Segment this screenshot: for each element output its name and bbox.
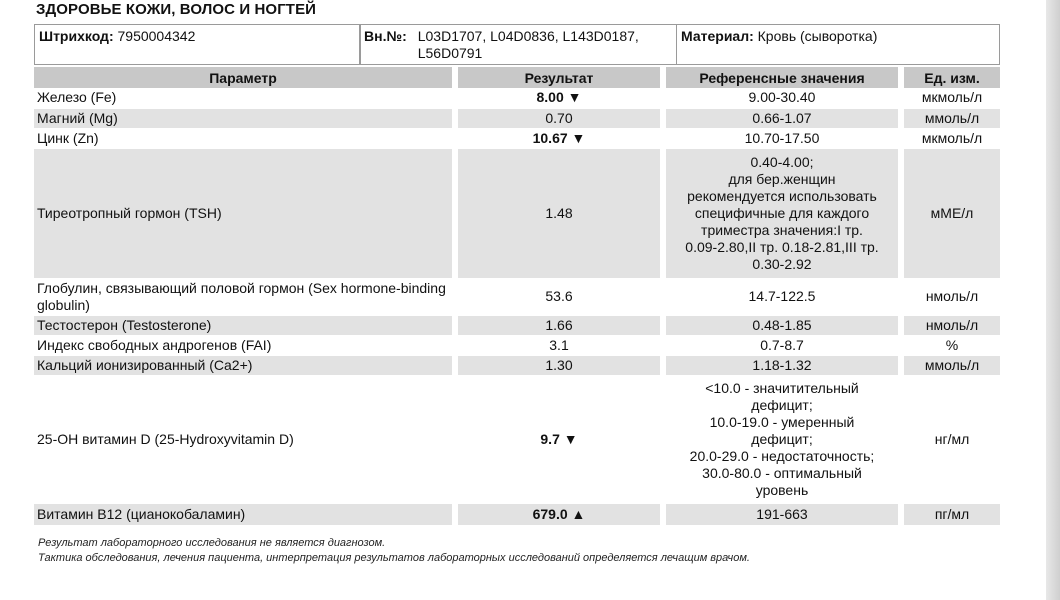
reference-line: 10.70-17.50 bbox=[744, 129, 820, 146]
reference-line: 14.7-122.5 bbox=[748, 288, 816, 304]
table-row bbox=[34, 278, 1000, 315]
reference-line: для бер.женщин bbox=[728, 170, 836, 187]
reference-range bbox=[663, 108, 901, 128]
reference-line: 0.7-8.7 bbox=[760, 336, 804, 353]
reference-line: 0.48-1.85 bbox=[752, 316, 812, 333]
reference-line: 191-663 bbox=[756, 505, 808, 522]
table-row bbox=[34, 335, 1000, 355]
reference-range bbox=[663, 335, 901, 355]
unit-value: % bbox=[901, 335, 1000, 355]
unit-value: нг/мл bbox=[901, 375, 1000, 503]
result-value: 0.70 bbox=[455, 108, 663, 128]
material-box bbox=[676, 24, 1000, 65]
reference-line: уровень bbox=[755, 481, 809, 498]
table-row bbox=[34, 355, 1000, 375]
param-name: Кальций ионизированный (Ca2+) bbox=[34, 355, 455, 375]
unit-value: мкмоль/л bbox=[901, 128, 1000, 148]
param-name: Глобулин, связывающий половой гормон (Sex hormone-binding globulin) bbox=[34, 278, 455, 315]
result-value: 53.6 bbox=[455, 278, 663, 315]
param-name: Индекс свободных андрогенов (FAI) bbox=[34, 335, 455, 355]
barcode-value: 7950004342 bbox=[117, 28, 196, 44]
unit-value: мкмоль/л bbox=[901, 88, 1000, 108]
result-value: 1.66 bbox=[455, 315, 663, 335]
orders-value: L03D1707, L04D0836, L143D0187, L56D0791 bbox=[417, 28, 639, 61]
reference-line: 0.40-4.00; bbox=[750, 153, 814, 170]
reference-range bbox=[663, 278, 901, 315]
reference-range bbox=[663, 148, 901, 278]
reference-line: триместра значения:I тр. bbox=[701, 221, 863, 238]
reference-line: 0.09-2.80,II тр. 0.18-2.81,III тр. bbox=[685, 238, 879, 255]
table-row bbox=[34, 315, 1000, 335]
column-header-param: Параметр bbox=[34, 67, 455, 88]
param-name: Магний (Mg) bbox=[34, 108, 455, 128]
reference-line: дефицит; bbox=[751, 396, 813, 413]
result-value: 10.67 ▼ bbox=[455, 128, 663, 148]
param-name: Тестостерон (Testosterone) bbox=[34, 315, 455, 335]
page-title: ЗДОРОВЬЕ КОЖИ, ВОЛОС И НОГТЕЙ bbox=[36, 1, 317, 18]
result-value: 9.7 ▼ bbox=[455, 375, 663, 503]
reference-line: 0.66-1.07 bbox=[752, 109, 812, 126]
orders-box bbox=[359, 24, 677, 65]
unit-value: нмоль/л bbox=[901, 315, 1000, 335]
param-name: 25-ОН витамин D (25-Hydroxyvitamin D) bbox=[34, 375, 455, 503]
table-row bbox=[34, 375, 1000, 503]
table-row bbox=[34, 148, 1000, 278]
reference-line: 0.30-2.92 bbox=[752, 255, 812, 272]
reference-line: 1.18-1.32 bbox=[752, 356, 812, 373]
material-value: Кровь (сыворотка) bbox=[757, 28, 878, 44]
column-header-result: Результат bbox=[455, 67, 663, 88]
result-value: 679.0 ▲ bbox=[455, 503, 663, 525]
reference-range bbox=[663, 375, 901, 503]
footnote-disclaimer: Результат лабораторного исследования не является диагнозом. bbox=[38, 537, 386, 549]
reference-line: <10.0 - значитительный bbox=[705, 379, 859, 396]
barcode-box bbox=[34, 24, 361, 65]
reference-range bbox=[663, 315, 901, 335]
reference-line: 9.00-30.40 bbox=[748, 89, 816, 106]
param-name: Железо (Fe) bbox=[34, 88, 455, 108]
table-header-row bbox=[34, 67, 1000, 88]
reference-range bbox=[663, 503, 901, 525]
param-name: Тиреотропный гормон (TSH) bbox=[34, 148, 455, 278]
table-row bbox=[34, 88, 1000, 108]
param-name: Витамин B12 (цианокобаламин) bbox=[34, 503, 455, 525]
page-edge-shadow bbox=[1046, 0, 1060, 600]
barcode-label: Штрихкод: bbox=[39, 28, 114, 44]
unit-value: нмоль/л bbox=[901, 278, 1000, 315]
unit-value: пг/мл bbox=[901, 503, 1000, 525]
table-row bbox=[34, 128, 1000, 148]
column-header-reference: Референсные значения bbox=[663, 67, 901, 88]
table-row bbox=[34, 503, 1000, 525]
footnote-physician: Тактика обследования, лечения пациента, интерпретация результатов лабораторных исследований определяется лечащим врачом. bbox=[38, 552, 750, 564]
results-table bbox=[34, 67, 1000, 526]
reference-line: специфичные для каждого bbox=[694, 204, 870, 221]
reference-line: 10.0-19.0 - умеренный bbox=[709, 413, 855, 430]
table-row bbox=[34, 108, 1000, 128]
unit-value: ммоль/л bbox=[901, 108, 1000, 128]
reference-line: рекомендуется использовать bbox=[687, 187, 877, 204]
orders-label: Вн.№: bbox=[364, 28, 407, 44]
unit-value: мМЕ/л bbox=[901, 148, 1000, 278]
reference-range bbox=[663, 88, 901, 108]
column-header-unit: Ед. изм. bbox=[901, 67, 1000, 88]
material-label: Материал: bbox=[681, 28, 754, 44]
result-value: 1.30 bbox=[455, 355, 663, 375]
result-value: 1.48 bbox=[455, 148, 663, 278]
reference-range bbox=[663, 128, 901, 148]
reference-line: 20.0-29.0 - недостаточность; bbox=[689, 447, 875, 464]
unit-value: ммоль/л bbox=[901, 355, 1000, 375]
reference-range bbox=[663, 355, 901, 375]
result-value: 8.00 ▼ bbox=[455, 88, 663, 108]
param-name: Цинк (Zn) bbox=[34, 128, 455, 148]
reference-line: дефицит; bbox=[751, 430, 813, 447]
results-body bbox=[34, 88, 1000, 525]
reference-line: 30.0-80.0 - оптимальный bbox=[702, 464, 862, 481]
result-value: 3.1 bbox=[455, 335, 663, 355]
